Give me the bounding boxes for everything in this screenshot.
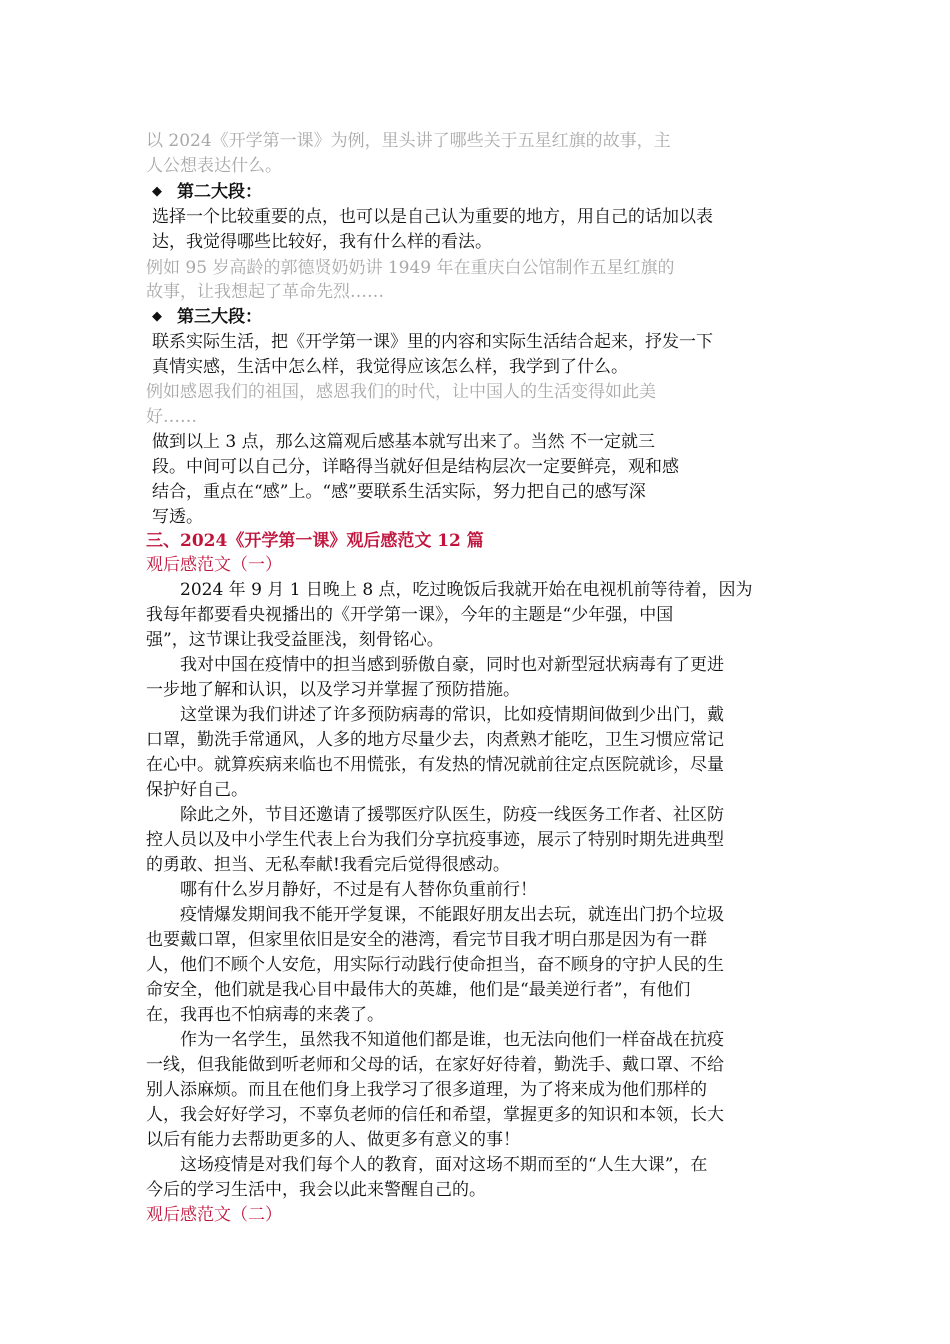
essay1-line: 也要戴口罩，但家里依旧是安全的港湾，看完节目我才明白那是因为有一群 — [146, 930, 707, 950]
essay1-line: 在心中。就算疾病来临也不用慌张，有发热的情况就前往定点医院就诊，尽量 — [146, 755, 724, 775]
essay1-line: 在，我再也不怕病毒的来袭了。 — [146, 1005, 384, 1025]
essay1-title: 观后感范文（一） — [146, 555, 282, 575]
essay1-line: 疫情爆发期间我不能开学复课，不能跟好朋友出去玩，就连出门扔个垃圾 — [180, 905, 724, 925]
essay1-line: 这场疫情是对我们每个人的教育，面对这场不期而至的“人生大课”，在 — [180, 1155, 708, 1175]
essay1-line: 哪有什么岁月静好，不过是有人替你负重前行！ — [180, 880, 537, 900]
part3-heading: 三、2024《开学第一课》观后感范文 12 篇 — [146, 531, 484, 551]
diamond-bullet-icon: ◆ — [152, 309, 162, 324]
section3-example-line: 例如感恩我们的祖国，感恩我们的时代，让中国人的生活变得如此美 — [146, 382, 656, 402]
essay1-line: 强”，这节课让我受益匪浅，刻骨铭心。 — [146, 630, 444, 650]
summary-line: 写透。 — [152, 507, 203, 527]
section2-heading-row — [152, 180, 262, 204]
section3-heading: 第三大段： — [177, 307, 262, 327]
essay1-line: 一步地了解和认识，以及学习并掌握了预防措施。 — [146, 680, 520, 700]
essay1-line: 2024 年 9 月 1 日晚上 8 点，吃过晚饭后我就开始在电视机前等待着，因为 — [180, 580, 753, 600]
essay1-line: 以后有能力去帮助更多的人、做更多有意义的事！ — [146, 1130, 520, 1150]
section3-body-line: 联系实际生活，把《开学第一课》里的内容和实际生活结合起来，抒发一下 — [152, 332, 713, 352]
intro-line: 人公想表达什么。 — [146, 156, 282, 176]
summary-line: 段。中间可以自己分，详略得当就好但是结构层次一定要鲜亮，观和感 — [152, 457, 679, 477]
diamond-bullet-icon: ◆ — [152, 184, 162, 199]
essay1-line: 人，我会好好学习，不辜负老师的信任和希望，掌握更多的知识和本领，长大 — [146, 1105, 724, 1125]
section2-example-line: 例如 95 岁高龄的郭德贤奶奶讲 1949 年在重庆白公馆制作五星红旗的 — [146, 258, 675, 278]
section2-body-line: 达，我觉得哪些比较好，我有什么样的看法。 — [152, 232, 492, 252]
essay1-line: 口罩，勤洗手常通风，人多的地方尽量少去，肉煮熟才能吃，卫生习惯应常记 — [146, 730, 724, 750]
essay1-line: 我每年都要看央视播出的《开学第一课》，今年的主题是“少年强，中国 — [146, 605, 674, 625]
section2-example-line: 故事，让我想起了革命先烈…… — [146, 282, 384, 302]
section3-example-line: 好…… — [146, 407, 197, 427]
section2-heading: 第二大段： — [177, 182, 262, 202]
essay2-title: 观后感范文（二） — [146, 1205, 282, 1225]
essay1-line: 除此之外，节目还邀请了援鄂医疗队医生，防疫一线医务工作者、社区防 — [180, 805, 724, 825]
essay1-line: 我对中国在疫情中的担当感到骄傲自豪，同时也对新型冠状病毒有了更进 — [180, 655, 724, 675]
essay1-line: 这堂课为我们讲述了许多预防病毒的常识，比如疫情期间做到少出门，戴 — [180, 705, 724, 725]
essay1-line: 今后的学习生活中，我会以此来警醒自己的。 — [146, 1180, 486, 1200]
essay1-line: 控人员以及中小学生代表上台为我们分享抗疫事迹，展示了特别时期先进典型 — [146, 830, 724, 850]
summary-line: 结合，重点在“感”上。“感”要联系生活实际，努力把自己的感写深 — [152, 482, 646, 502]
essay1-line: 的勇敢、担当、无私奉献!我看完后觉得很感动。 — [146, 855, 510, 875]
intro-line: 以 2024《开学第一课》为例，里头讲了哪些关于五星红旗的故事，主 — [146, 131, 671, 151]
essay1-line: 命安全，他们就是我心目中最伟大的英雄，他们是“最美逆行者”，有他们 — [146, 980, 691, 1000]
summary-line: 做到以上 3 点，那么这篇观后感基本就写出来了。当然 不一定就三 — [152, 432, 656, 452]
essay1-line: 别人添麻烦。而且在他们身上我学习了很多道理，为了将来成为他们那样的 — [146, 1080, 707, 1100]
section3-body-line: 真情实感，生活中怎么样，我觉得应该怎么样，我学到了什么。 — [152, 357, 628, 377]
section3-heading-row — [152, 305, 262, 329]
essay1-line: 人，他们不顾个人安危，用实际行动践行使命担当，奋不顾身的守护人民的生 — [146, 955, 724, 975]
essay1-line: 保护好自己。 — [146, 780, 248, 800]
essay1-line: 一线，但我能做到听老师和父母的话，在家好好待着，勤洗手、戴口罩、不给 — [146, 1055, 724, 1075]
essay1-line: 作为一名学生，虽然我不知道他们都是谁，也无法向他们一样奋战在抗疫 — [180, 1030, 724, 1050]
section2-body-line: 选择一个比较重要的点，也可以是自己认为重要的地方，用自己的话加以表 — [152, 207, 713, 227]
